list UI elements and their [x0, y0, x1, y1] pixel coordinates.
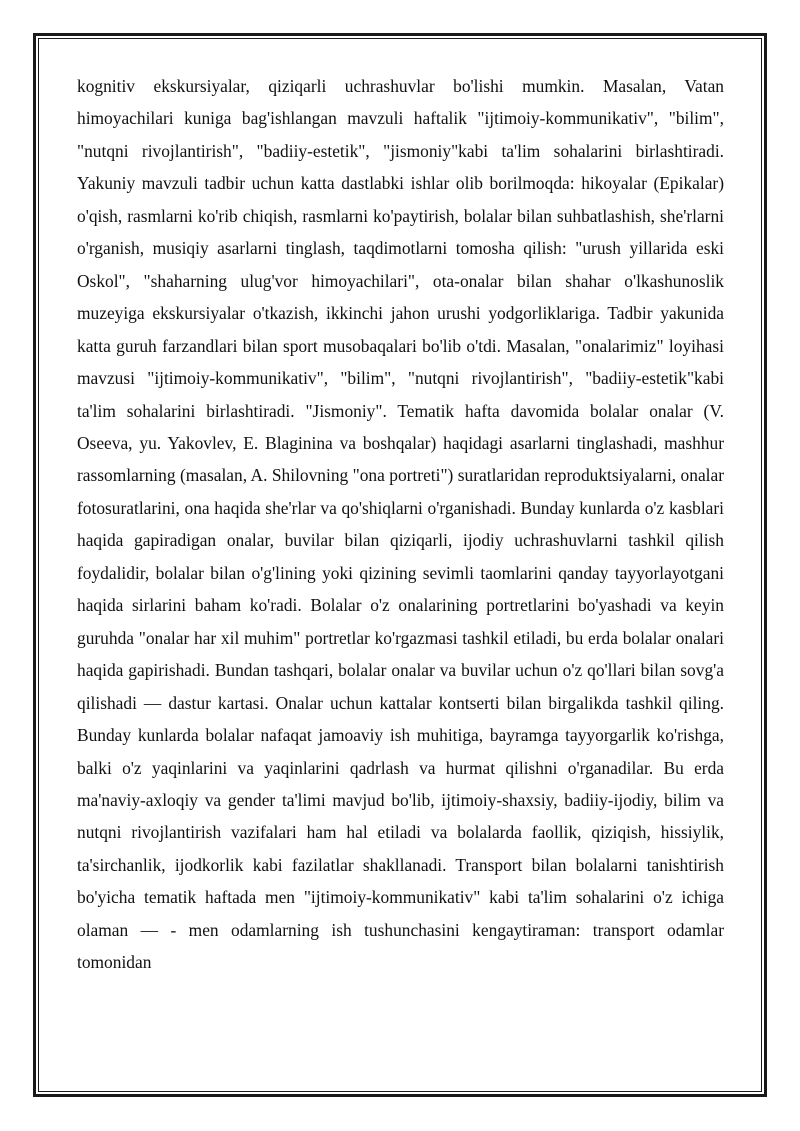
body-paragraph: kognitiv ekskursiyalar, qiziqarli uchrashuvlar bo'lishi mumkin. Masalan, Vatan himoyachilari kuniga bag'ishlangan mavzuli haftalik "ijtimoiy-kommunikativ", "bilim", "nutqni rivojlantirish", "badiiy-estetik", "jismoniy"kabi ta'lim sohalarini birlashtiradi. Yakuniy mavzuli tadbir uchun katta dastlabki ishlar olib borilmoqda: hikoyalar (Epikalar) o'qish, rasmlarni ko'rib chiqish, rasmlarni ko'paytirish, bolalar bilan suhbatlashish, she'rlarni o'rganish, musiqiy asarlarni tinglash, taqdimotlarni tomosha qilish: "urush yillarida eski Oskol", "shaharning ulug'vor himoyachilari", ota-onalar bilan shahar o'lkashunoslik muzeyiga ekskursiyalar o'tkazish, ikkinchi jahon urushi yodgorliklariga. Tadbir yakunida katta guruh farzandlari bilan sport musobaqalari bo'lib o'tdi. Masalan, "onalarimiz" loyihasi mavzusi "ijtimoiy-kommunikativ", "bilim", "nutqni rivojlantirish", "badiiy-estetik"kabi ta'lim sohalarini birlashtiradi. "Jismoniy". Tematik hafta davomida bolalar onalar (V. Oseeva, yu. Yakovlev, E. Blaginina va boshqalar) haqidagi asarlarni tinglashadi, mashhur rassomlarning (masalan, A. Shilovning "ona portreti") suratlaridan reproduktsiyalarni, onalar fotosuratlarini, ona haqida she'rlar va qo'shiqlarni o'rganishadi. Bunday kunlarda o'z kasblari haqida gapiradigan onalar, buvilar bilan qiziqarli, ijodiy uchrashuvlarni tashkil qilish foydalidir, bolalar bilan o'g'lining yoki qizining sevimli taomlarini qanday tayyorlayotgani haqida sirlarini baham ko'radi. Bolalar o'z onalarining portretlarini bo'yashadi va keyin guruhda "onalar har xil muhim" portretlar ko'rgazmasi tashkil etiladi, bu erda bolalar onalari haqida gapirishadi. Bundan tashqari, bolalar onalar va buvilar uchun o'z qo'llari bilan sovg'a qilishadi — dastur kartasi. Onalar uchun kattalar kontserti bilan birgalikda tashkil qiling. Bunday kunlarda bolalar nafaqat jamoaviy ish muhitiga, bayramga tayyorgarlik ko'rishga, balki o'z yaqinlarini va yaqinlarini qadrlash va hurmat qilishni o'rganadilar. Bu erda ma'naviy-axloqiy va gender ta'limi mavjud bo'lib, ijtimoiy-shaxsiy, badiiy-ijodiy, bilim va nutqni rivojlantirish vazifalari ham hal etiladi va bolalarda faollik, qiziqish, hissiylik, ta'sirchanlik, ijodkorlik kabi fazilatlar shakllanadi. Transport bilan bolalarni tanishtirish bo'yicha tematik haftada men "ijtimoiy-kommunikativ" kabi ta'lim sohalarini o'z ichiga olaman — - men odamlarning ish tushunchasini kengaytiraman: transport odamlar tomonidan — [77, 76, 724, 973]
